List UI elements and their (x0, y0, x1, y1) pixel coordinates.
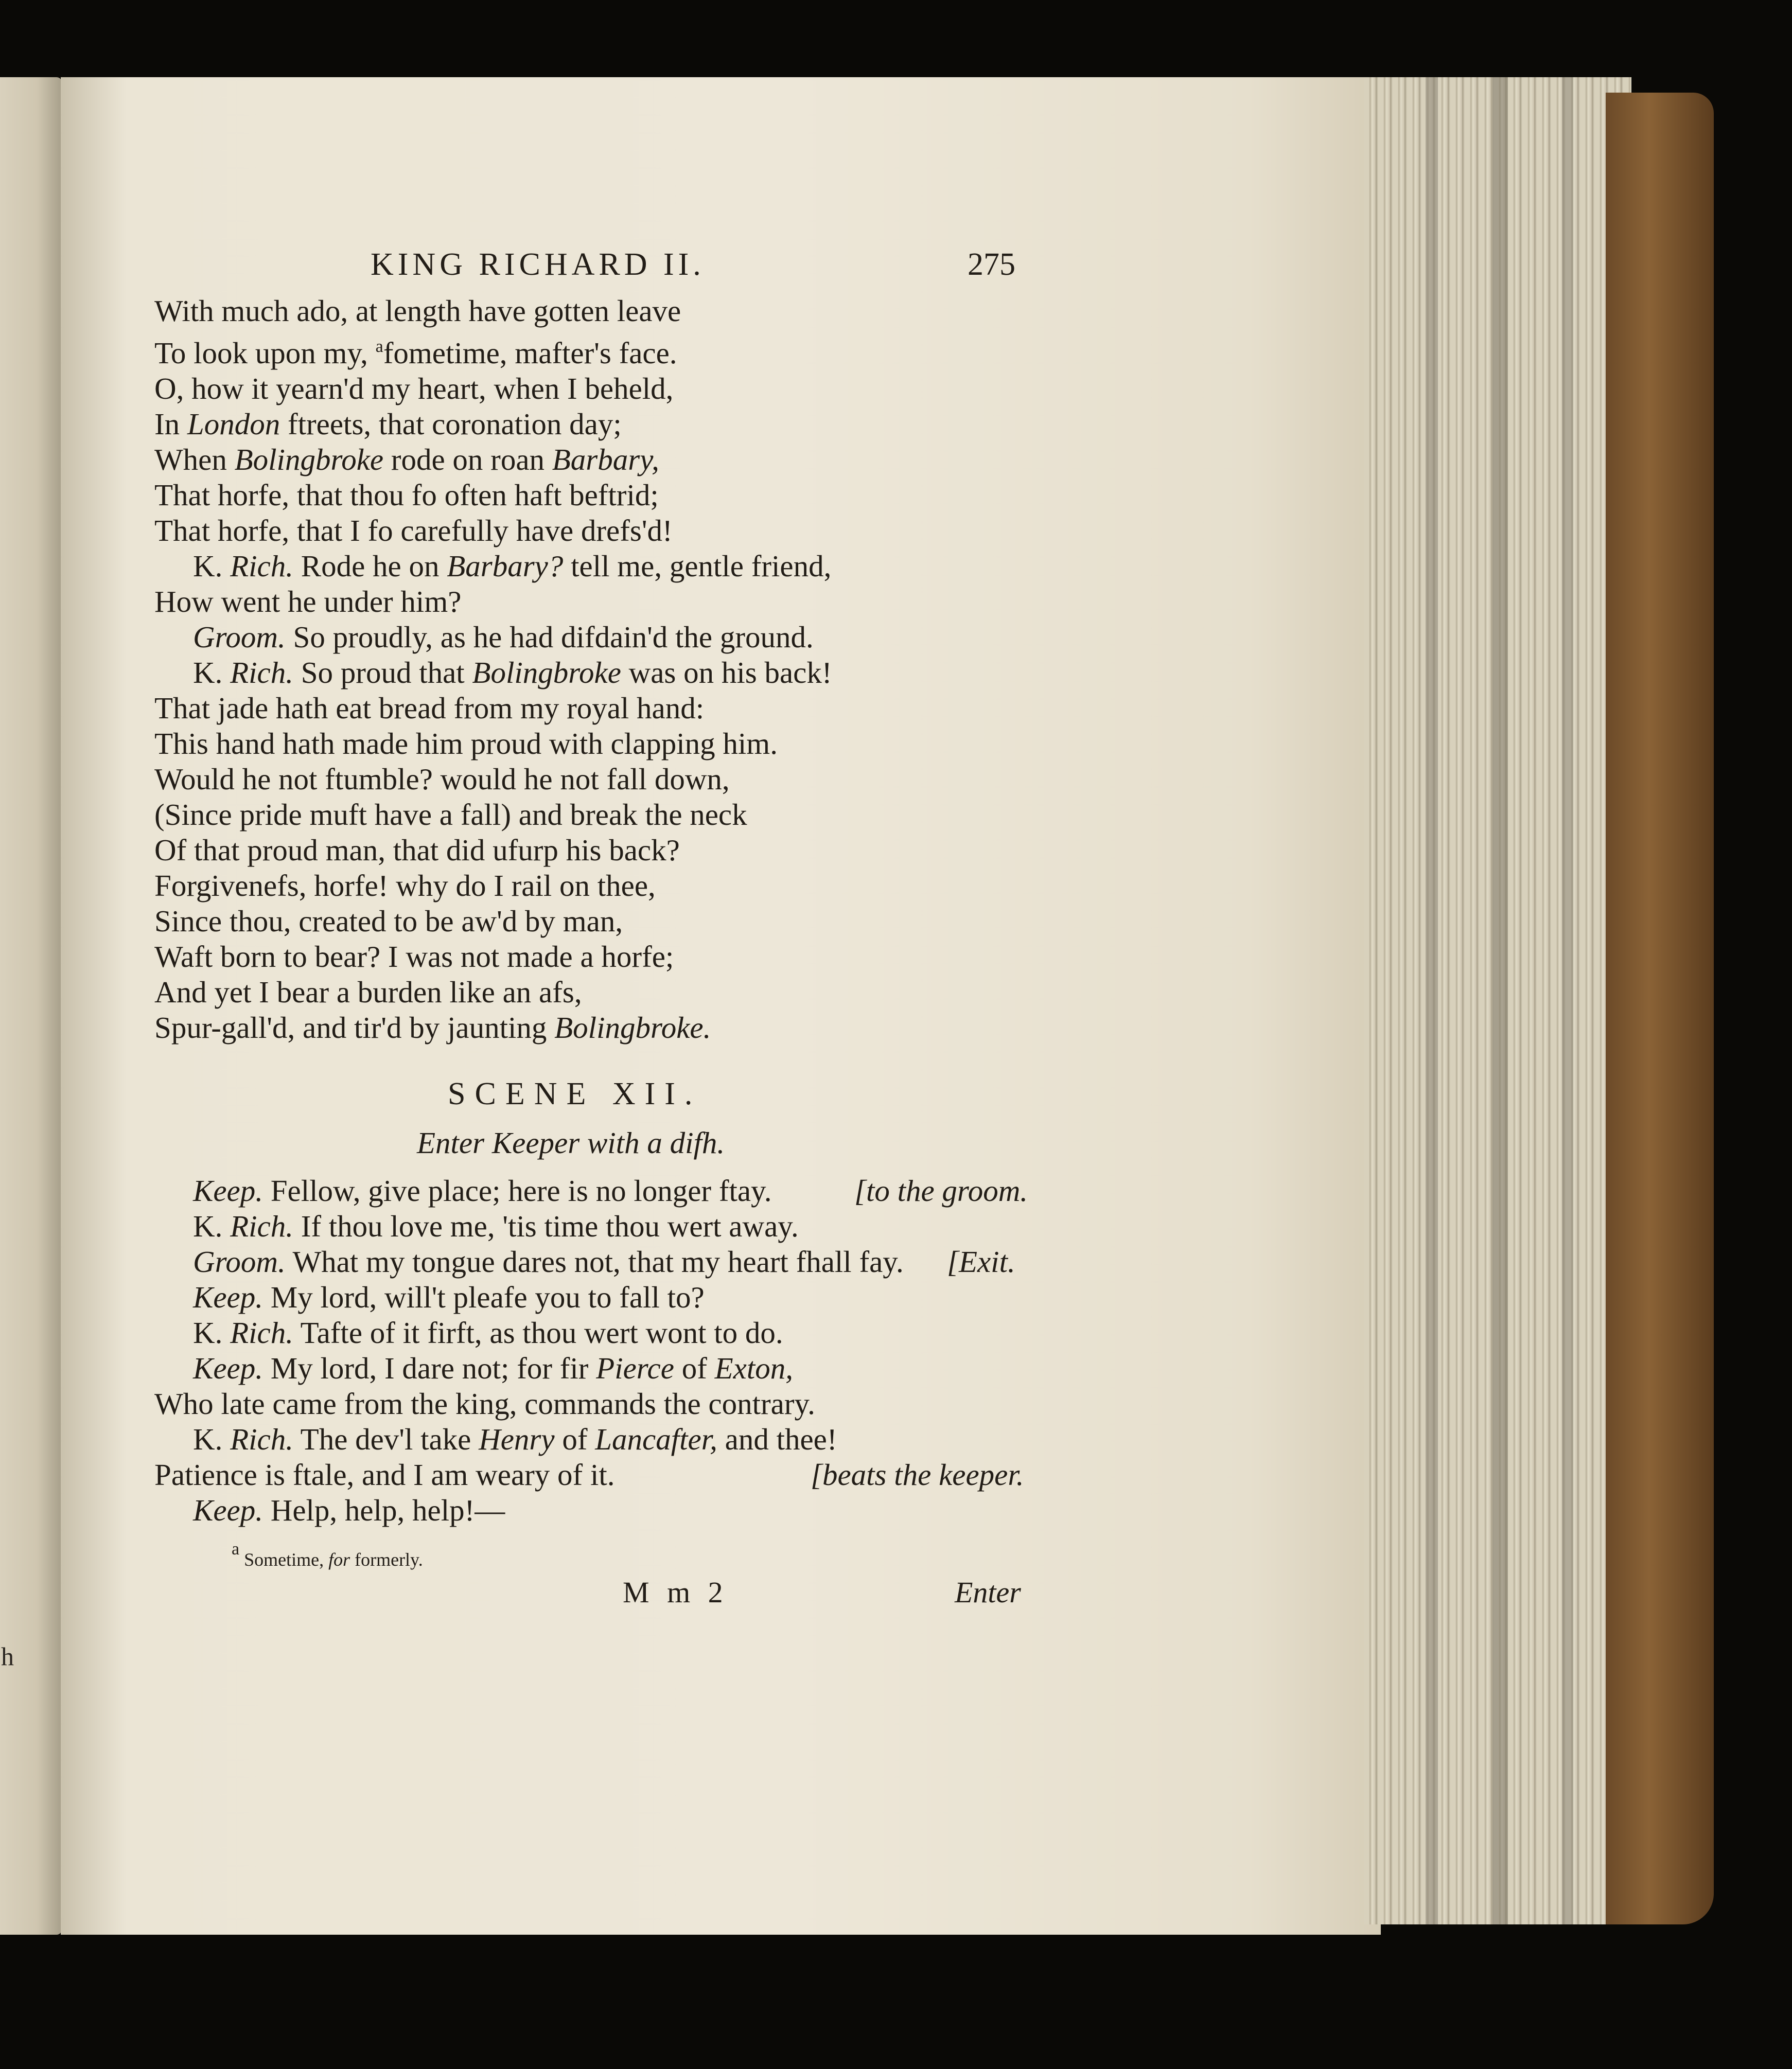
speaker-name: Groom. (193, 620, 286, 654)
stage-direction: [beats the keeper. (811, 1458, 1024, 1492)
stage-direction: [to the groom. (854, 1174, 1028, 1208)
verse-line (154, 1315, 1060, 1351)
text-span: Fellow, give place; here is no longer ftay. (270, 1174, 772, 1208)
italic-text: Bolingbroke (472, 656, 621, 689)
verse-line (154, 1173, 1060, 1209)
speaker-name: Groom. (193, 1245, 286, 1279)
speaker-prefix: K. (193, 656, 223, 689)
speaker-prefix: K. (193, 1422, 223, 1456)
text-span: Tafte of it firft, as thou wert wont to do. (300, 1316, 783, 1350)
speaker-name: Rich. (230, 1422, 293, 1456)
speaker-name: Rich. (230, 549, 293, 583)
verse-line (154, 1457, 1060, 1493)
text-span: rode on roan (391, 443, 545, 476)
stage-direction: Enter Keeper with a difh. (417, 1126, 725, 1160)
verse-line (154, 1010, 1060, 1046)
text-span: Who late came from the king, commands the contrary. (154, 1387, 815, 1421)
signature-mark: M m 2 (623, 1576, 728, 1609)
italic-text: Barbary? (447, 549, 564, 583)
text-span: In (154, 407, 180, 441)
page-header (154, 247, 1060, 293)
verse-line (154, 442, 1060, 478)
verse-line: Waft born to bear? I was not made a horfe; (154, 940, 674, 974)
speaker-name: Rich. (230, 656, 293, 689)
italic-text: London (187, 407, 280, 441)
scene-heading: SCENE XII. (448, 1076, 702, 1111)
verse-line: O, how it yearn'd my heart, when I beheld, (154, 372, 674, 405)
catchword: Enter (955, 1576, 1021, 1609)
text-span: My lord, will't pleafe you to fall to? (270, 1280, 705, 1314)
text-span: When (154, 443, 227, 476)
text-span: Spur-gall'd, and tir'd by jaunting (154, 1011, 547, 1045)
italic-text: for (328, 1549, 350, 1570)
verse-line (154, 549, 1060, 584)
speaker-name: Keep. (193, 1280, 263, 1314)
text-span: formerly. (355, 1549, 423, 1570)
text-span: Rode he on (301, 549, 440, 583)
italic-text: Henry (479, 1422, 555, 1456)
text-span: fometime, mafter's face. (383, 336, 677, 370)
verse-line: Of that proud man, that did ufurp his back? (154, 833, 680, 867)
verse-line: That jade hath eat bread from my royal hand: (154, 691, 705, 725)
speaker-prefix: K. (193, 549, 223, 583)
verse-line (154, 406, 1060, 442)
verse-line: That horfe, that I fo carefully have drefs'd! (154, 514, 673, 547)
speaker-name: Keep. (193, 1493, 263, 1527)
page-number: 275 (968, 247, 1015, 282)
text-span: tell me, gentle friend, (571, 549, 832, 583)
verse-line (154, 1422, 1060, 1457)
text-span: Patience is ftale, and I am weary of it. (154, 1458, 615, 1492)
italic-text: Barbary, (552, 443, 659, 476)
verse-line: How went he under him? (154, 585, 462, 618)
speaker-name: Rich. (230, 1316, 293, 1350)
facing-page-edge (0, 77, 62, 1935)
stage-direction: [Exit. (947, 1245, 1015, 1279)
verse-line (154, 329, 1060, 371)
text-span: My lord, I dare not; for fir (270, 1351, 589, 1385)
spacer (154, 1161, 1060, 1173)
verse-line: Would he not ftumble? would he not fall down, (154, 762, 730, 796)
edge-shadow (1426, 77, 1438, 1924)
text-span: ftreets, that coronation day; (287, 407, 622, 441)
verse-line: This hand hath made him proud with clapping him. (154, 727, 778, 761)
footnote (154, 1537, 1060, 1571)
page-footer (154, 1575, 1060, 1616)
verse-line (154, 1351, 1060, 1386)
verse-line (154, 1386, 1060, 1422)
text-span: So proudly, as he had difdain'd the ground. (293, 620, 814, 654)
verse-line: Forgivenefs, horfe! why do I rail on thee, (154, 869, 656, 903)
verse-line: And yet I bear a burden like an afs, (154, 975, 582, 1009)
text-span: If thou love me, 'tis time thou wert away. (301, 1209, 799, 1243)
italic-text: Bolingbroke (234, 443, 384, 476)
verse-line (154, 1209, 1060, 1244)
verse-line (154, 1280, 1060, 1315)
text-span: Help, help, help!— (270, 1493, 505, 1527)
speaker-prefix: K. (193, 1209, 223, 1243)
page-text (154, 247, 1060, 1616)
text-span: and thee! (725, 1422, 837, 1456)
text-span: The dev'l take (300, 1422, 471, 1456)
text-span: Sometime, (244, 1549, 324, 1570)
verse-line (154, 1493, 1060, 1528)
book-cover (1606, 93, 1714, 1924)
verse-line (154, 655, 1060, 691)
footnote-mark: a (375, 337, 383, 356)
text-span: So proud that (301, 656, 465, 689)
edge-shadow (1492, 77, 1508, 1924)
text-span: was on his back! (628, 656, 832, 689)
edge-shadow (1562, 77, 1573, 1924)
footnote-mark: a (232, 1540, 240, 1559)
facing-page-text-fragment: h (1, 1642, 14, 1671)
italic-text: Lancafter, (595, 1422, 717, 1456)
italic-text: Exton, (714, 1351, 793, 1385)
verse-line: (Since pride muft have a fall) and break the neck (154, 798, 747, 832)
verse-line (154, 620, 1060, 655)
verse-line: With much ado, at length have gotten leave (154, 294, 681, 328)
text-span: To look upon my, (154, 336, 368, 370)
text-span: of (681, 1351, 707, 1385)
speaker-name: Keep. (193, 1174, 263, 1208)
italic-text: Pierce (596, 1351, 674, 1385)
italic-text: Bolingbroke. (554, 1011, 711, 1045)
speaker-name: Rich. (230, 1209, 293, 1243)
text-span: What my tongue dares not, that my heart fhall fay. (292, 1245, 904, 1279)
verse-line: That horfe, that thou fo often haft beftrid; (154, 478, 659, 512)
speaker-name: Keep. (193, 1351, 263, 1385)
verse-line: Since thou, created to be aw'd by man, (154, 904, 623, 938)
verse-line (154, 1244, 1060, 1280)
text-span: of (562, 1422, 588, 1456)
speaker-prefix: K. (193, 1316, 223, 1350)
running-head: KING RICHARD II. (371, 247, 705, 282)
